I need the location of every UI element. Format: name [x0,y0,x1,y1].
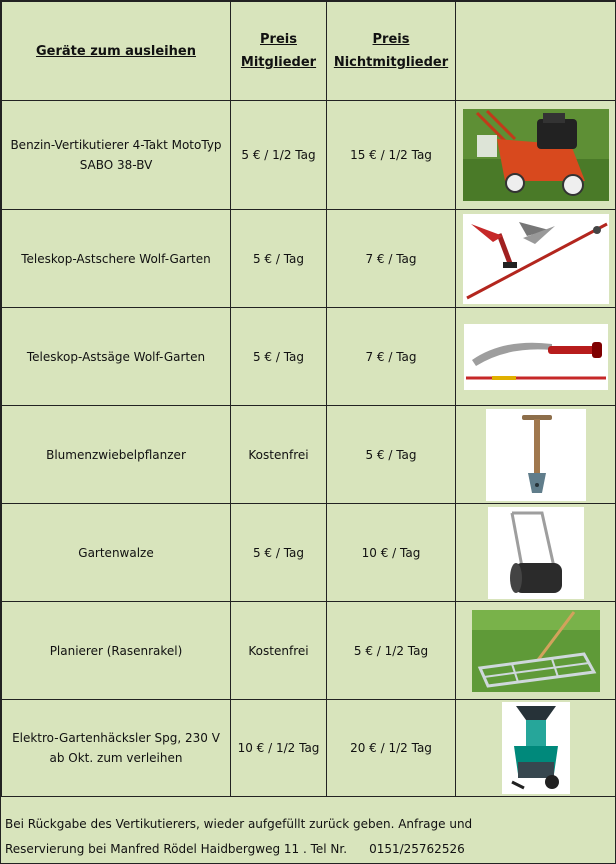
footer-line2: Reservierung bei Manfred Rödel Haidbergweg 11 . Tel Nr. [5,842,348,856]
footer-phone: 0151/25762526 [369,842,465,856]
header-members-label-1: Preis [260,32,297,47]
shredder-photo [502,702,570,794]
item-name-line1: Benzin-Vertikutierer 4-Takt MotoTyp [10,138,222,152]
image-cell [456,700,616,797]
item-name-line1: Elektro-Gartenhäcksler Spg, 230 V [12,731,220,745]
table-row [2,308,616,406]
image-cell [456,101,616,210]
bulb-planter-photo [486,409,586,501]
scarifier-photo [463,109,609,201]
price-members-cell: 10 € / 1/2 Tag [231,700,327,797]
header-members-cell [231,2,327,101]
price-nonmembers-cell: 5 € / Tag [327,406,456,504]
image-cell [456,504,616,602]
item-name-cell [2,101,231,210]
table-row [2,406,616,504]
header-item-cell [2,2,231,101]
item-name-cell [2,210,231,308]
price-nonmembers-cell: 7 € / Tag [327,210,456,308]
item-name-line2: ab Okt. zum verleihen [49,751,183,765]
price-nonmembers-cell: 20 € / 1/2 Tag [327,700,456,797]
item-name-cell [2,700,231,797]
price-nonmembers-cell: 10 € / Tag [327,504,456,602]
item-name-cell [2,504,231,602]
price-members-cell: 5 € / 1/2 Tag [231,101,327,210]
item-name-line1: Gartenwalze [78,545,154,560]
item-name-line1: Planierer (Rasenrakel) [49,643,183,658]
image-cell [456,602,616,700]
footer-line1: Bei Rückgabe des Vertikutierers, wieder aufgefüllt zurück geben. Anfrage und [5,817,473,831]
item-name-cell [2,602,231,700]
header-members-label-2: Mitglieder [240,55,317,70]
footer-note [5,812,611,862]
item-name-cell [2,406,231,504]
item-name-line1: Blumenzwiebelpflanzer [46,447,186,462]
table-row [2,504,616,602]
price-members-cell: 5 € / Tag [231,504,327,602]
table-row [2,700,616,797]
pole-saw-photo [464,324,608,390]
table-row [2,210,616,308]
pruner-photo [463,214,609,304]
price-nonmembers-cell: 7 € / Tag [327,308,456,406]
lawn-leveler-photo [472,610,600,692]
image-cell [456,406,616,504]
header-item-label: Geräte zum ausleihen [36,43,196,59]
footer-line2-wrap [5,837,611,862]
header-image-cell [456,2,616,101]
item-name-line2: SABO 38-BV [79,158,153,172]
header-nonmembers-label-1: Preis [372,32,410,47]
header-nonmembers-label-2: Nichtmitglieder [333,55,449,70]
price-members-cell: 5 € / Tag [231,308,327,406]
price-nonmembers-cell: 15 € / 1/2 Tag [327,101,456,210]
price-members-cell: Kostenfrei [231,406,327,504]
item-name-cell [2,308,231,406]
price-members-cell: Kostenfrei [231,602,327,700]
rental-table [1,1,616,797]
image-cell [456,308,616,406]
header-row [2,2,616,101]
item-name-line1: Teleskop-Astschere Wolf-Garten [21,251,211,266]
header-nonmembers-cell [327,2,456,101]
image-cell [456,210,616,308]
item-name-line1: Teleskop-Astsäge Wolf-Garten [26,349,206,364]
table-row [2,602,616,700]
garden-roller-photo [488,507,584,599]
price-members-cell: 5 € / Tag [231,210,327,308]
price-nonmembers-cell: 5 € / 1/2 Tag [327,602,456,700]
table-row [2,101,616,210]
